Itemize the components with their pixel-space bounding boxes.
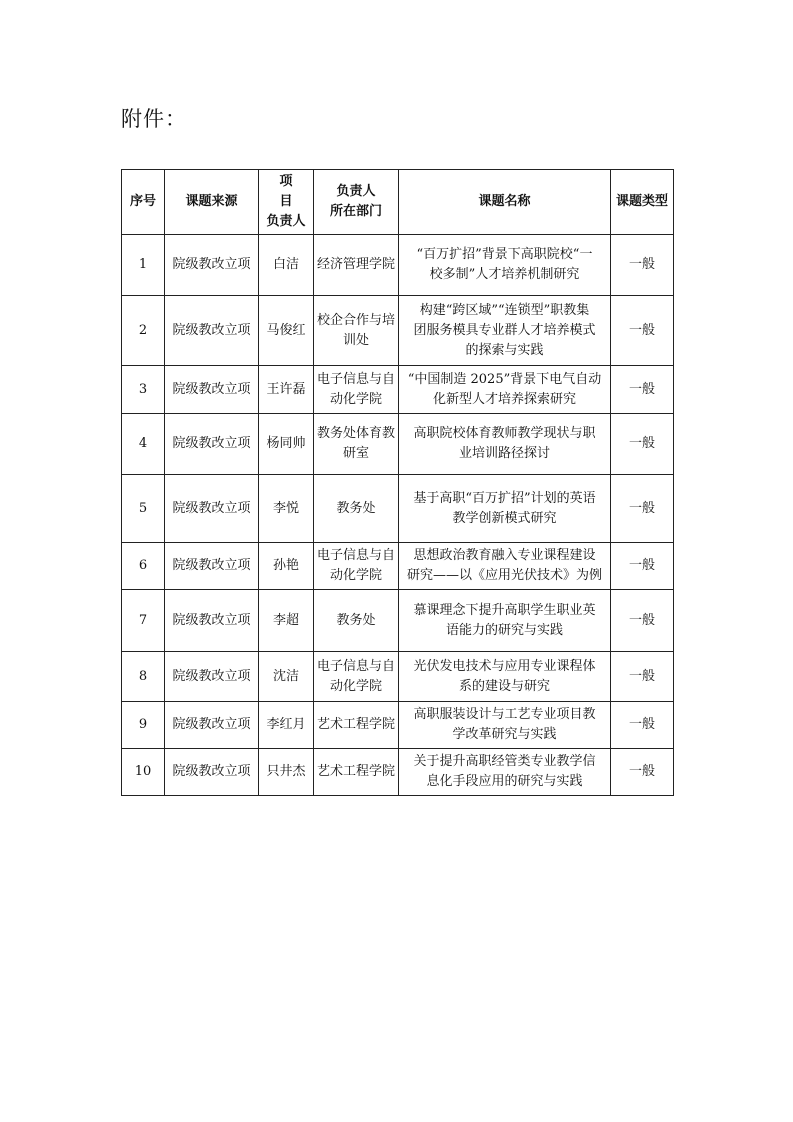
row-type: 一般 — [611, 749, 674, 796]
department-line: 训处 — [342, 332, 369, 348]
row-name — [399, 652, 611, 702]
row-department — [314, 475, 399, 543]
row-seq: 8 — [122, 652, 165, 702]
department-line: 电子信息与自 — [316, 658, 395, 674]
name-line: 语能力的研究与实践 — [445, 622, 563, 638]
row-seq: 7 — [122, 590, 165, 652]
row-leader: 只井杰 — [259, 749, 314, 796]
name-line: 系的建设与研究 — [458, 678, 550, 694]
row-seq: 10 — [122, 749, 165, 796]
name-line: 团服务模具专业群人才培养模式 — [413, 322, 596, 338]
row-source: 院级教改立项 — [165, 475, 259, 543]
row-type: 一般 — [611, 475, 674, 543]
name-line: 业培训路径探讨 — [458, 446, 550, 461]
row-name — [399, 590, 611, 652]
row-type: 一般 — [611, 235, 674, 296]
row-leader: 白洁 — [259, 235, 314, 296]
row-leader: 杨同帅 — [259, 414, 314, 475]
department-line: 教务处 — [336, 612, 376, 628]
row-seq: 2 — [122, 296, 165, 366]
department-line: 动化学院 — [329, 568, 382, 583]
table-row — [122, 749, 674, 796]
row-name — [399, 543, 611, 590]
header-type: 课题类型 — [611, 170, 674, 235]
department-line: 教务处体育教 — [316, 426, 395, 441]
row-department — [314, 702, 399, 749]
name-line: 校多制”人才培养机制研究 — [429, 267, 580, 282]
row-type: 一般 — [611, 652, 674, 702]
table-row — [122, 475, 674, 543]
row-seq: 4 — [122, 414, 165, 475]
table-row — [122, 414, 674, 475]
name-line: 思想政治教育融入专业课程建设 — [413, 548, 596, 563]
table-row — [122, 590, 674, 652]
table-row — [122, 235, 674, 296]
row-department — [314, 543, 399, 590]
row-leader: 李红月 — [259, 702, 314, 749]
header-seq: 序号 — [122, 170, 165, 235]
header-leader — [259, 170, 314, 235]
header-leader-line-1: 项目 — [279, 174, 307, 209]
row-source: 院级教改立项 — [165, 235, 259, 296]
row-source: 院级教改立项 — [165, 296, 259, 366]
name-line: 光伏发电技术与应用专业课程体 — [413, 658, 596, 674]
department-line: 教务处 — [336, 500, 376, 516]
row-source: 院级教改立项 — [165, 652, 259, 702]
department-line: 经济管理学院 — [316, 257, 395, 272]
row-source: 院级教改立项 — [165, 543, 259, 590]
header-leader-line-2: 负责人 — [266, 214, 306, 229]
name-line: 高职院校体育教师教学现状与职 — [413, 426, 596, 441]
name-line: 化新型人才培养探索研究 — [432, 391, 576, 407]
row-name — [399, 366, 611, 414]
name-line: 研究——以《应用光伏技术》为例 — [406, 568, 602, 583]
header-department — [314, 170, 399, 235]
table-body — [122, 235, 674, 796]
row-type: 一般 — [611, 702, 674, 749]
row-source: 院级教改立项 — [165, 590, 259, 652]
row-leader: 孙艳 — [259, 543, 314, 590]
department-line: 电子信息与自 — [316, 371, 395, 387]
row-leader: 王许磊 — [259, 366, 314, 414]
row-leader: 沈洁 — [259, 652, 314, 702]
department-line: 艺术工程学院 — [316, 764, 395, 779]
row-leader: 李超 — [259, 590, 314, 652]
row-source: 院级教改立项 — [165, 366, 259, 414]
row-type: 一般 — [611, 296, 674, 366]
row-name — [399, 296, 611, 366]
row-name — [399, 414, 611, 475]
name-line: 教学创新模式研究 — [452, 510, 557, 526]
department-line: 校企合作与培 — [316, 312, 395, 328]
row-name — [399, 749, 611, 796]
header-department-line-1: 负责人 — [336, 184, 376, 199]
row-seq: 6 — [122, 543, 165, 590]
department-line: 研室 — [342, 446, 369, 461]
row-leader: 李悦 — [259, 475, 314, 543]
row-seq: 5 — [122, 475, 165, 543]
row-department — [314, 414, 399, 475]
row-department — [314, 652, 399, 702]
header-source: 课题来源 — [165, 170, 259, 235]
row-seq: 1 — [122, 235, 165, 296]
name-line: 高职服装设计与工艺专业项目教 — [413, 707, 596, 722]
name-line: “百万扩招”背景下高职院校“一 — [416, 247, 593, 262]
row-leader: 马俊红 — [259, 296, 314, 366]
name-line: “中国制造 2025”背景下电气自动 — [407, 371, 602, 387]
row-source: 院级教改立项 — [165, 702, 259, 749]
row-type: 一般 — [611, 414, 674, 475]
name-line: 基于高职“百万扩招”计划的英语 — [413, 490, 596, 506]
row-source: 院级教改立项 — [165, 749, 259, 796]
table-row — [122, 543, 674, 590]
row-source: 院级教改立项 — [165, 414, 259, 475]
department-line: 动化学院 — [329, 678, 382, 694]
row-department — [314, 749, 399, 796]
row-department — [314, 235, 399, 296]
name-line: 关于提升高职经管类专业教学信 — [413, 754, 596, 769]
row-name — [399, 235, 611, 296]
department-line: 艺术工程学院 — [316, 717, 395, 732]
row-type: 一般 — [611, 366, 674, 414]
name-line: 学改革研究与实践 — [452, 727, 557, 742]
name-line: 慕课理念下提升高职学生职业英 — [413, 602, 596, 618]
row-type: 一般 — [611, 543, 674, 590]
attachment-title: 附件： — [121, 107, 187, 131]
department-line: 电子信息与自 — [316, 548, 395, 563]
row-type: 一般 — [611, 590, 674, 652]
projects-table — [121, 169, 674, 796]
row-department — [314, 366, 399, 414]
table-row — [122, 296, 674, 366]
table-row — [122, 366, 674, 414]
header-name: 课题名称 — [399, 170, 611, 235]
header-department-line-2: 所在部门 — [329, 204, 382, 219]
department-line: 动化学院 — [329, 391, 382, 407]
row-name — [399, 475, 611, 543]
table-row — [122, 652, 674, 702]
name-line: 构建“跨区域”“连锁型”职教集 — [419, 302, 590, 318]
table-header-row — [122, 170, 674, 235]
row-seq: 9 — [122, 702, 165, 749]
row-name — [399, 702, 611, 749]
name-line: 的探索与实践 — [465, 342, 544, 358]
name-line: 息化手段应用的研究与实践 — [426, 774, 583, 789]
row-department — [314, 296, 399, 366]
row-seq: 3 — [122, 366, 165, 414]
table-row — [122, 702, 674, 749]
row-department — [314, 590, 399, 652]
